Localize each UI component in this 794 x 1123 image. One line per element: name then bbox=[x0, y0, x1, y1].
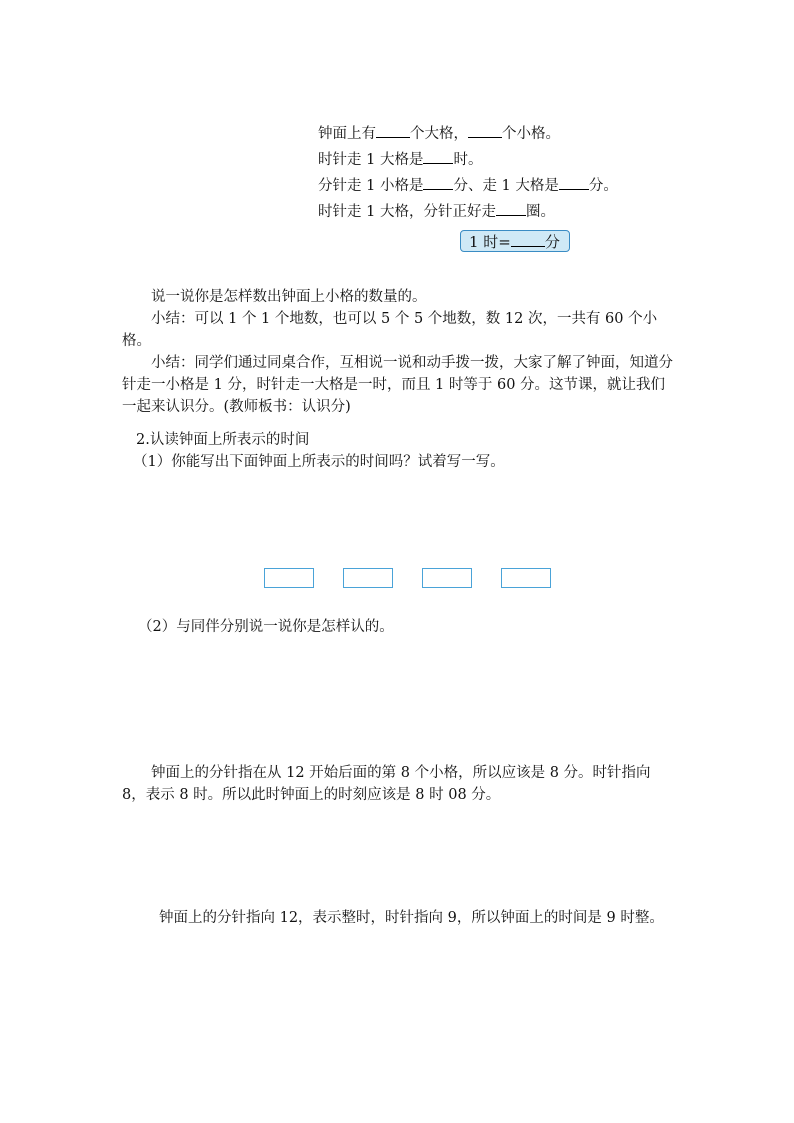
clock-2 bbox=[334, 496, 400, 562]
hour-minute-fill-box: 1 时= 分 bbox=[460, 230, 570, 252]
summary-1: 小结：可以 1 个 1 个地数，也可以 5 个 5 个地数，数 12 次，一共有 60 个小格。 bbox=[122, 311, 658, 349]
question-2: （2）与同伴分别说一说你是怎样认的。 bbox=[138, 619, 394, 635]
intro-line-2: 时针走 1 大格是 时。 bbox=[318, 152, 483, 168]
example-clock-8-08 bbox=[359, 655, 447, 743]
answer-box-4[interactable] bbox=[501, 568, 551, 588]
clock-3 bbox=[413, 496, 479, 562]
question-1: （1）你能写出下面钟面上所表示的时间吗？试着写一写。 bbox=[133, 454, 505, 470]
clock-4 bbox=[492, 496, 558, 562]
summary-2: 小结：同学们通过同桌合作，互相说一说和动手拨一拨，大家了解了钟面，知道分针走一小格是 1 分，时针走一大格是一时，而且 1 时等于 60 分。这节课，就让我们一起来认识分。(教师板书：认识分) bbox=[122, 355, 673, 415]
answer-box-3[interactable] bbox=[422, 568, 472, 588]
clock-1 bbox=[255, 496, 321, 562]
example-clock-9-00 bbox=[369, 809, 457, 897]
wall-clock bbox=[198, 167, 306, 275]
intro-line-4: 时针走 1 大格，分针正好走 圈。 bbox=[318, 204, 555, 220]
section-heading: 2.认读钟面上所表示的时间 bbox=[136, 432, 310, 448]
intro-line-1: 钟面上有 个大格， 个小格。 bbox=[318, 126, 560, 142]
answer-box-1[interactable] bbox=[264, 568, 314, 588]
answer-box-2[interactable] bbox=[343, 568, 393, 588]
explanation-2: 钟面上的分针指向 12，表示整时，时针指向 9，所以钟面上的时间是 9 时整。 bbox=[159, 910, 664, 926]
discussion-prompt: 说一说你是怎样数出钟面上小格的数量的。 bbox=[151, 289, 427, 305]
intro-line-3: 分针走 1 小格是 分、走 1 大格是 分。 bbox=[318, 178, 618, 194]
explanation-1: 钟面上的分针指在从 12 开始后面的第 8 个小格，所以应该是 8 分。时针指向 8，表示 8 时。所以此时钟面上的时刻应该是 8 时 08 分。 bbox=[122, 765, 651, 803]
